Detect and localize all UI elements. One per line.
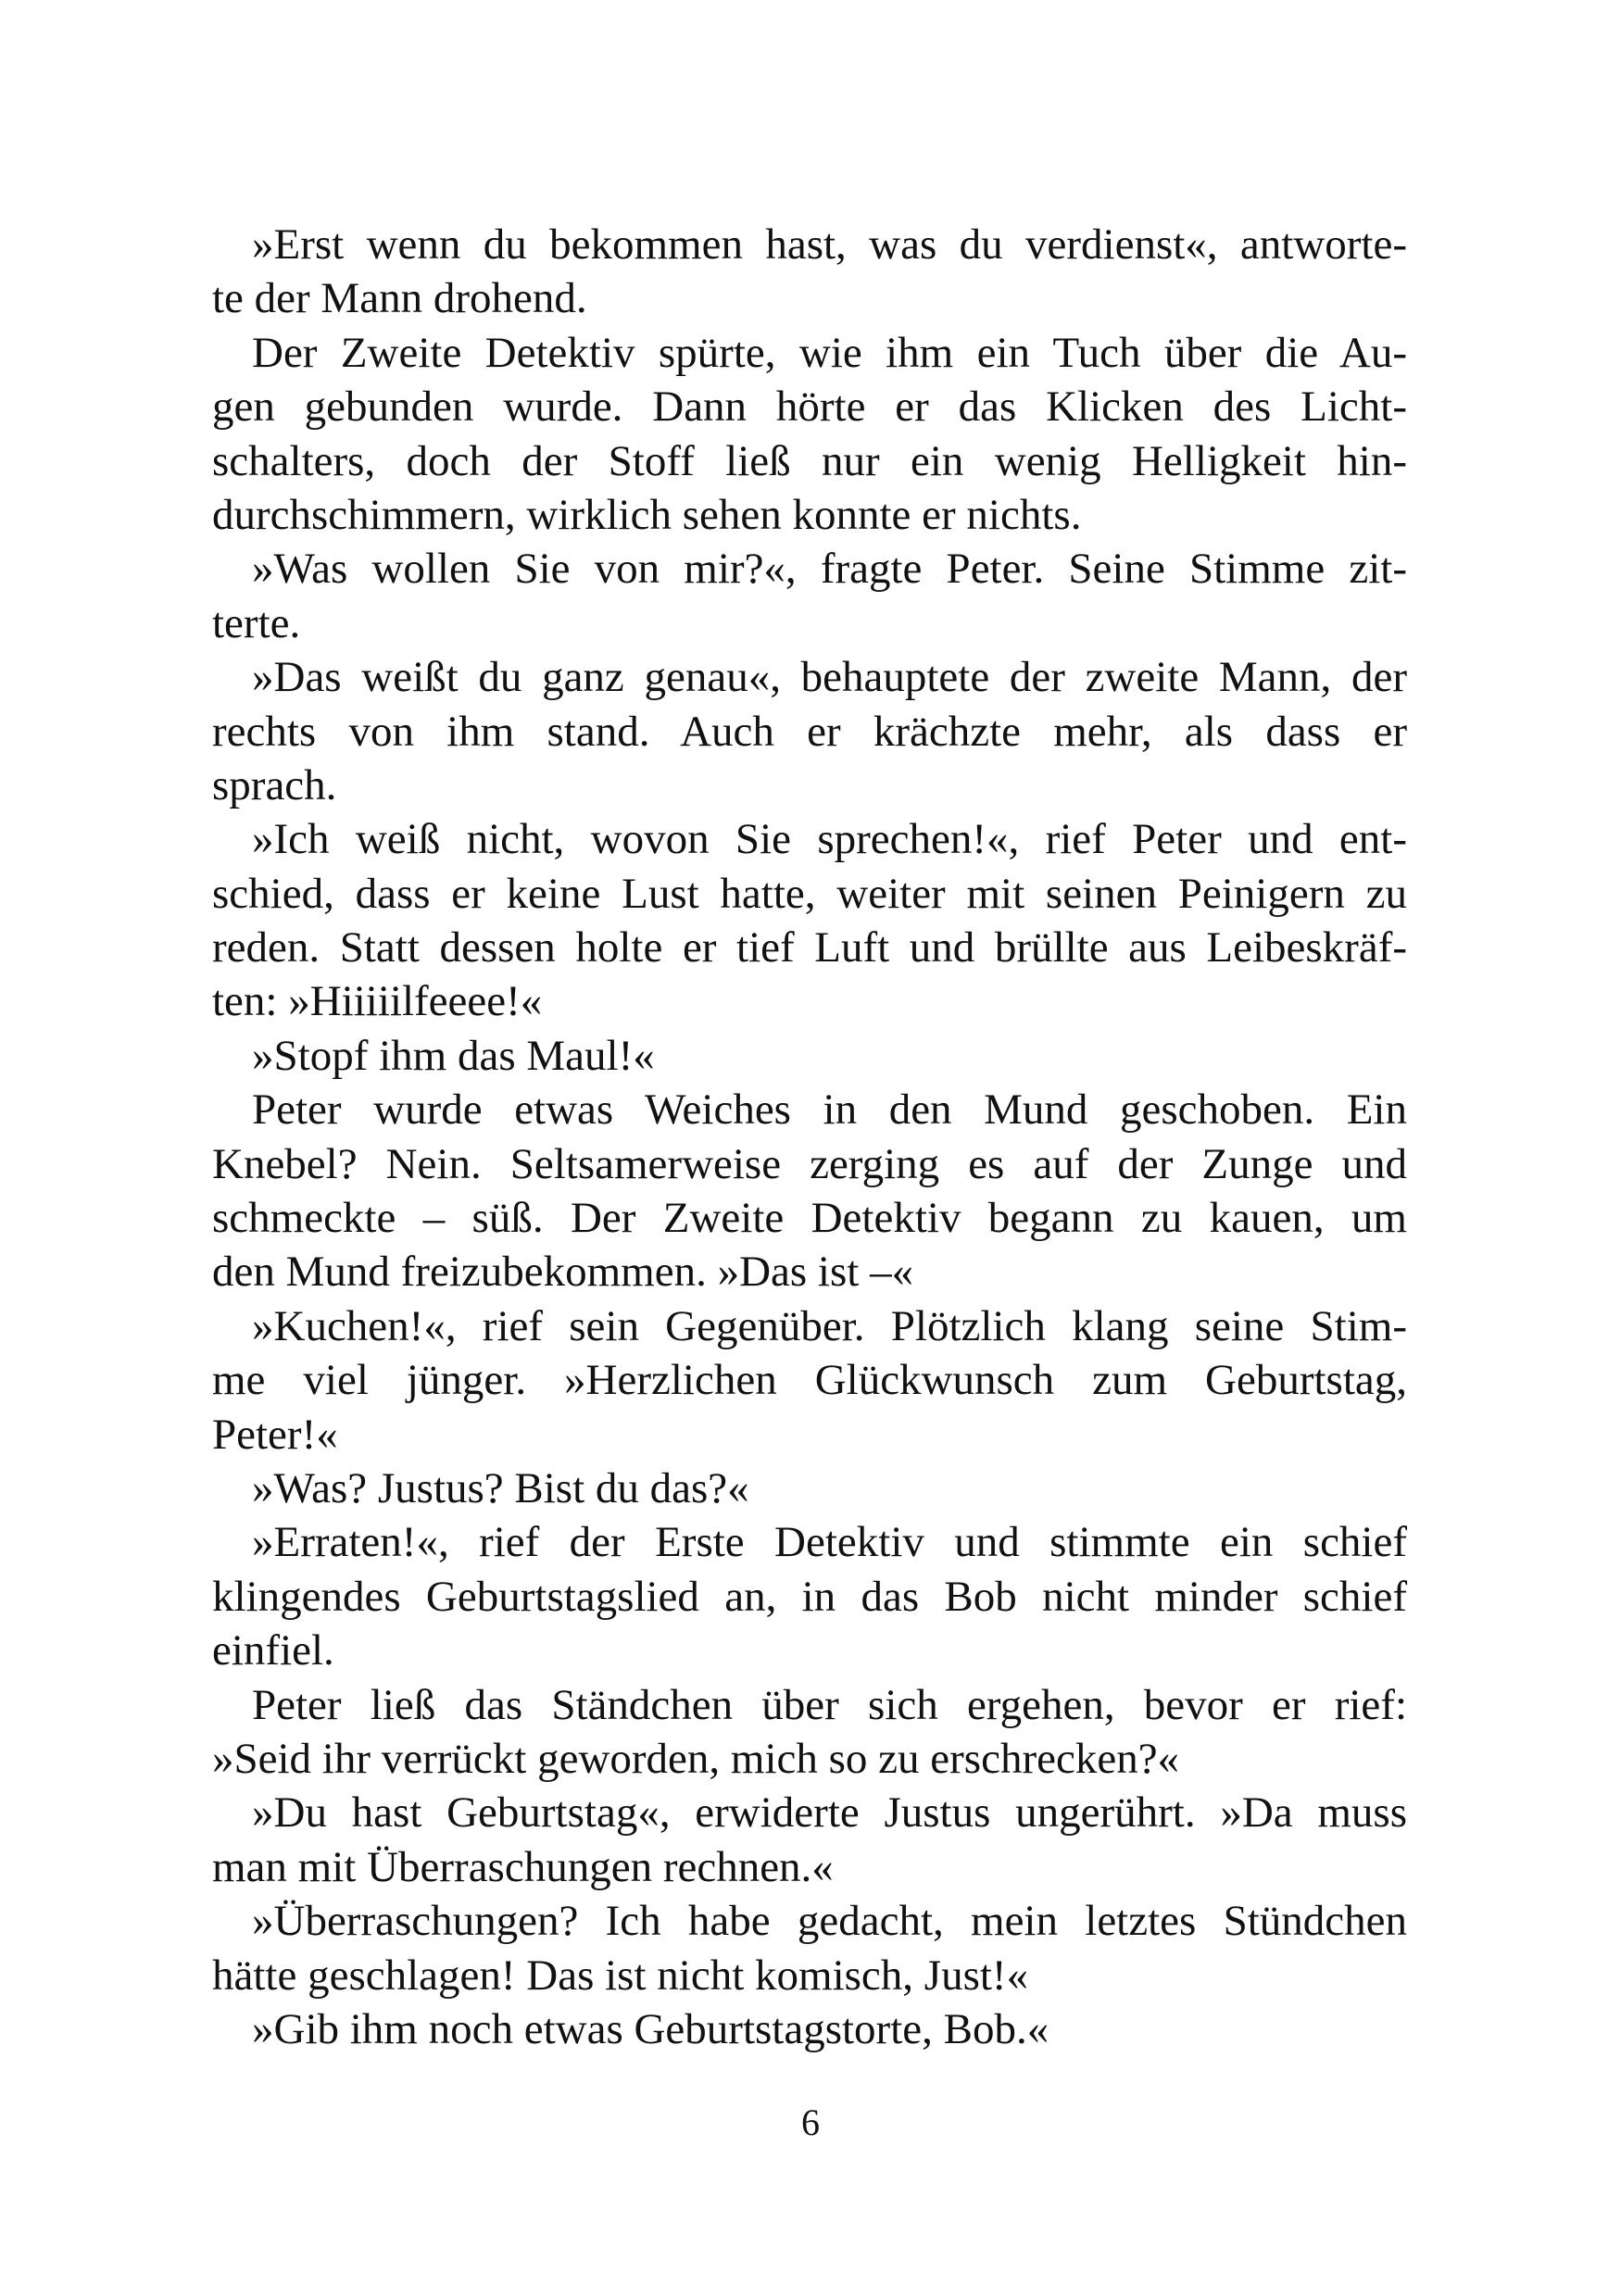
text-line: »Das weißt du ganz genau«, behauptete der zweite Mann, der bbox=[252, 653, 1407, 702]
text-line: sprach. bbox=[212, 760, 337, 809]
page-body-text bbox=[212, 218, 1407, 2056]
text-line: »Du hast Geburtstag«, erwiderte Justus ungerührt. »Da muss bbox=[252, 1788, 1407, 1838]
text-line: »Stopf ihm das Maul!« bbox=[252, 1031, 655, 1080]
text-line: Peter!« bbox=[212, 1410, 338, 1459]
text-line: Der Zweite Detektiv spürte, wie ihm ein Tuch über die Au- bbox=[252, 328, 1407, 377]
text-line: »Gib ihm noch etwas Geburtstagstorte, Bob.« bbox=[252, 2004, 1049, 2053]
text-line: Peter wurde etwas Weiches in den Mund geschoben. Ein bbox=[252, 1085, 1407, 1135]
text-line: »Seid ihr verrückt geworden, mich so zu erschrecken?« bbox=[212, 1734, 1180, 1783]
text-line: hätte geschlagen! Das ist nicht komisch, Just!« bbox=[212, 1951, 1029, 2000]
text-line: einfiel. bbox=[212, 1626, 334, 1675]
text-line: ten: »Hiiiiilfeeee!« bbox=[212, 977, 543, 1026]
text-line: rechts von ihm stand. Auch er krächzte mehr, als dass er bbox=[212, 707, 1407, 756]
text-line: »Ich weiß nicht, wovon Sie sprechen!«, rief Peter und ent- bbox=[252, 815, 1407, 864]
text-line: »Erst wenn du bekommen hast, was du verdienst«, antworte- bbox=[252, 220, 1407, 269]
text-line: »Was? Justus? Bist du das?« bbox=[252, 1463, 749, 1512]
text-line: klingendes Geburtstagslied an, in das Bob nicht minder schief bbox=[212, 1572, 1407, 1621]
text-line: durchschimmern, wirklich sehen konnte er nichts. bbox=[212, 490, 1082, 539]
text-line: terte. bbox=[212, 598, 301, 647]
page-number: 6 bbox=[801, 2102, 820, 2143]
text-line: schied, dass er keine Lust hatte, weiter mit seinen Peinigern zu bbox=[212, 869, 1407, 918]
text-line: »Erraten!«, rief der Erste Detektiv und stimmte ein schief bbox=[252, 1518, 1407, 1567]
text-line: »Was wollen Sie von mir?«, fragte Peter. Seine Stimme zit- bbox=[252, 545, 1407, 594]
text-line: den Mund freizubekommen. »Das ist –« bbox=[212, 1248, 914, 1297]
text-line: schmeckte – süß. Der Zweite Detektiv begann zu kauen, um bbox=[212, 1194, 1407, 1243]
text-line: reden. Statt dessen holte er tief Luft und brüllte aus Leibeskräf- bbox=[212, 923, 1407, 972]
text-line: Peter ließ das Ständchen über sich ergehen, bevor er rief: bbox=[252, 1680, 1407, 1729]
text-line: te der Mann drohend. bbox=[212, 274, 587, 323]
text-line: Knebel? Nein. Seltsamerweise zerging es auf der Zunge und bbox=[212, 1139, 1407, 1188]
text-line: schalters, doch der Stoff ließ nur ein wenig Helligkeit hin- bbox=[212, 436, 1407, 485]
text-line: »Überraschungen? Ich habe gedacht, mein letztes Stündchen bbox=[252, 1897, 1407, 1946]
text-line: gen gebunden wurde. Dann hörte er das Klicken des Licht- bbox=[212, 383, 1407, 432]
text-line: me viel jünger. »Herzlichen Glückwunsch zum Geburtstag, bbox=[212, 1356, 1407, 1405]
text-line: »Kuchen!«, rief sein Gegenüber. Plötzlich klang seine Stim- bbox=[252, 1301, 1407, 1350]
text-line: man mit Überraschungen rechnen.« bbox=[212, 1842, 834, 1891]
